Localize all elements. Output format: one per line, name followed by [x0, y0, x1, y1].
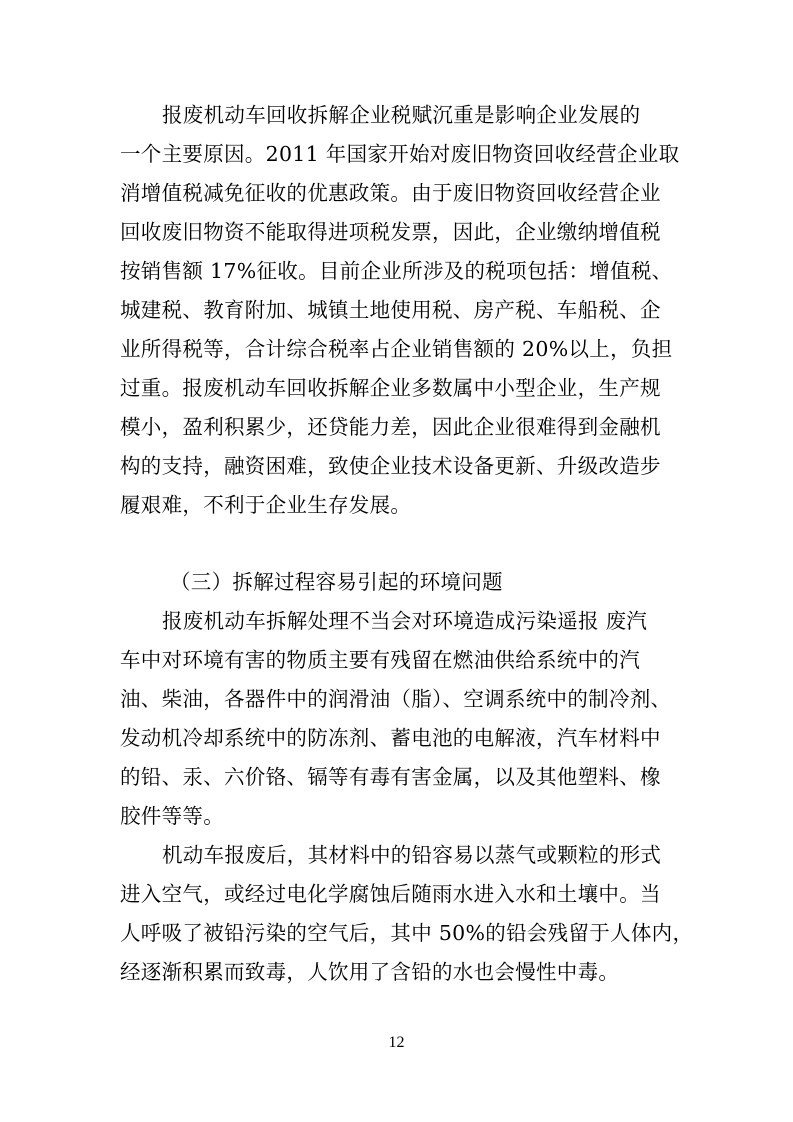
paragraph-line: 油、柴油，各器件中的润滑油（脂）、空调系统中的制冷剂、 — [120, 687, 672, 711]
paragraph-line: 车中对环境有害的物质主要有残留在燃油供给系统中的汽 — [120, 648, 640, 672]
paragraph-line: 城建税、教育附加、城镇土地使用税、房产税、车船税、企 — [120, 298, 661, 322]
paragraph-line: 履艰难，不利于企业生存发展。 — [120, 493, 412, 517]
page-number: 12 — [388, 1034, 405, 1051]
paragraph-line: 一个主要原因。2011 年国家开始对废旧物资回收经营企业取 — [120, 142, 680, 166]
paragraph-line: 过重。报废机动车回收拆解企业多数属中小型企业，生产规 — [120, 376, 661, 400]
paragraph-line: 按销售额 17%征收。目前企业所涉及的税项包括：增值税、 — [120, 259, 673, 283]
paragraph-lead-pollution — [120, 836, 694, 992]
paragraph-line: 经逐渐积累而致毒，人饮用了含铅的水也会慢性中毒。 — [120, 960, 620, 984]
paragraph-line: 模小，盈利积累少，还贷能力差，因此企业很难得到金融机 — [120, 415, 661, 439]
paragraph-line: 的铅、汞、六价铬、镉等有毒有害金属，以及其他塑料、橡 — [120, 765, 661, 789]
paragraph-line: 发动机冷却系统中的防冻剂、蓄电池的电解液，汽车材料中 — [120, 726, 661, 750]
paragraph-line: 报废机动车回收拆解企业税赋沉重是影响企业发展的 — [162, 103, 641, 127]
paragraph-line: 进入空气，或经过电化学腐蚀后随雨水进入水和土壤中。当 — [120, 882, 661, 906]
section-heading: （三）拆解过程容易引起的环境问题 — [170, 570, 503, 594]
paragraph-line: 机动车报废后，其材料中的铅容易以蒸气或颗粒的形式 — [162, 843, 662, 867]
paragraph-line: 构的支持，融资困难，致使企业技术设备更新、升级改造步 — [120, 454, 661, 478]
paragraph-line: 消增值税减免征收的优惠政策。由于废旧物资回收经营企业 — [120, 181, 661, 205]
paragraph-tax-burden — [120, 96, 680, 525]
paragraph-line: 人呼吸了被铅污染的空气后，其中 50%的铅会残留于人体内， — [120, 921, 694, 945]
document-page — [120, 96, 694, 992]
paragraph-line: 报废机动车拆解处理不当会对环境造成污染遥报 废汽 — [162, 609, 648, 633]
paragraph-environment-hazards — [120, 602, 676, 836]
section-spacer — [120, 525, 676, 563]
paragraph-line: 胶件等等。 — [120, 804, 224, 828]
paragraph-line: 业所得税等，合计综合税率占企业销售额的 20%以上，负担 — [120, 337, 673, 361]
paragraph-line: 回收废旧物资不能取得进项税发票，因此，企业缴纳增值税 — [120, 220, 661, 244]
